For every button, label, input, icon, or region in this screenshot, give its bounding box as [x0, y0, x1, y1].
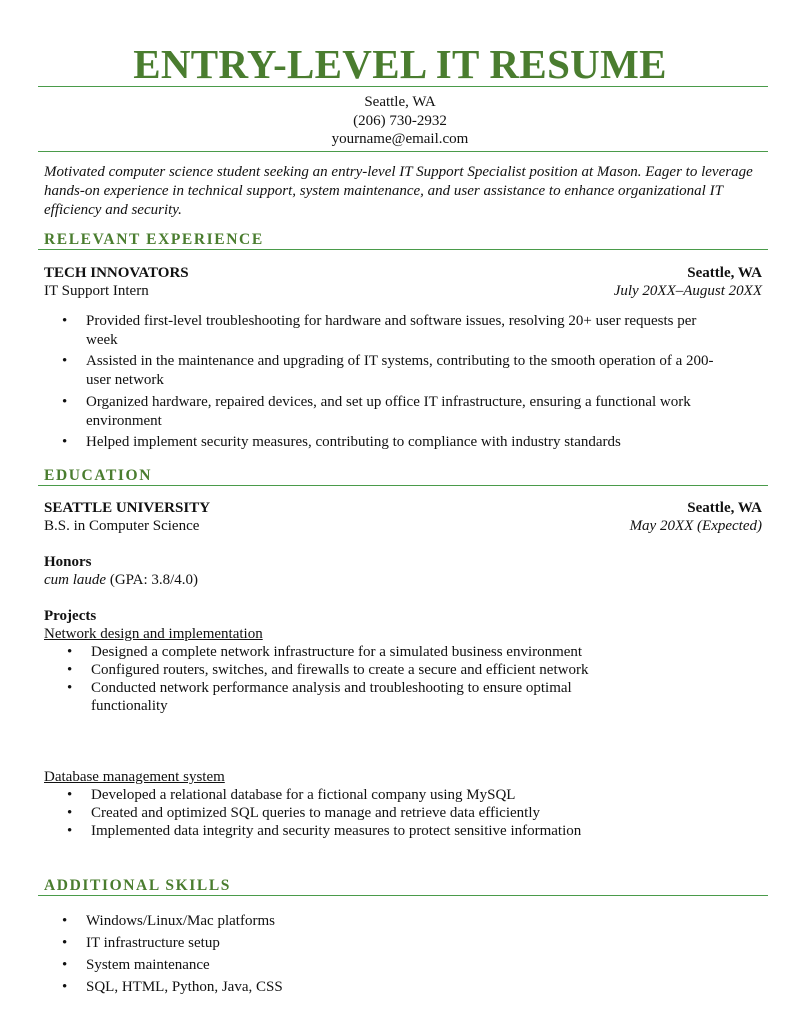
- list-item: • Created and optimized SQL queries to manage and retrieve data efficiently: [49, 804, 589, 822]
- project-bullets: [49, 643, 589, 715]
- list-item: • Developed a relational database for a fictional company using MySQL: [49, 786, 589, 804]
- honors-label: Honors: [44, 554, 92, 570]
- list-item: • Windows/Linux/Mac platforms: [44, 912, 644, 931]
- education-dates: May 20XX (Expected): [629, 518, 762, 534]
- experience-location: Seattle, WA: [687, 265, 762, 281]
- experience-company: TECH INNOVATORS: [44, 265, 189, 281]
- education-degree: B.S. in Computer Science: [44, 518, 200, 534]
- education-location: Seattle, WA: [687, 500, 762, 516]
- experience-rule: [38, 249, 768, 250]
- list-item: • IT infrastructure setup: [44, 934, 644, 953]
- skills-rule: [38, 895, 768, 896]
- header-rule-top: [38, 86, 768, 87]
- list-item: • Implemented data integrity and security measures to protect sensitive information: [49, 822, 589, 840]
- education-rule: [38, 485, 768, 486]
- projects-label: Projects: [44, 608, 97, 624]
- list-item: • Provided first-level troubleshooting for hardware and software issues, resolving 20+ user requests per week: [44, 312, 724, 350]
- experience-heading: RELEVANT EXPERIENCE: [44, 231, 264, 248]
- list-item: • Organized hardware, repaired devices, and set up office IT infrastructure, ensuring a functional work environment: [44, 393, 724, 431]
- list-item: • Configured routers, switches, and firewalls to create a secure and efficient network: [49, 661, 589, 679]
- list-item: • Helped implement security measures, contributing to compliance with industry standards: [44, 433, 724, 452]
- list-item: • System maintenance: [44, 956, 644, 975]
- education-heading: EDUCATION: [44, 467, 152, 484]
- experience-role: IT Support Intern: [44, 283, 149, 299]
- resume-title: ENTRY-LEVEL IT RESUME: [133, 41, 667, 87]
- experience-dates: July 20XX–August 20XX: [613, 283, 762, 299]
- project-bullets: [49, 786, 589, 840]
- summary-paragraph: Motivated computer science student seeking an entry-level IT Support Specialist position at Mason. Eager to leverage hands-on experience in technical support, system maintenance, and user assistance to enhance organizational IT efficiency and security.: [44, 164, 753, 218]
- contact-email: yourname@email.com: [331, 131, 469, 147]
- contact-phone: (206) 730-2932: [353, 112, 447, 129]
- list-item: • Assisted in the maintenance and upgrading of IT systems, contributing to the smooth operation of a 200-user network: [44, 352, 724, 390]
- header-rule-bottom: [38, 151, 768, 152]
- project-title: Database management system: [44, 769, 225, 785]
- list-item: • Designed a complete network infrastructure for a simulated business environment: [49, 643, 589, 661]
- contact-location: Seattle, WA: [364, 94, 436, 110]
- list-item: • SQL, HTML, Python, Java, CSS: [44, 978, 644, 997]
- project-title: Network design and implementation: [44, 626, 263, 642]
- skills-heading: ADDITIONAL SKILLS: [44, 877, 231, 894]
- education-school: SEATTLE UNIVERSITY: [44, 500, 211, 516]
- honors-latin: cum laude: [44, 572, 107, 588]
- honors-line: [44, 571, 198, 589]
- contact-block: [0, 93, 800, 149]
- honors-gpa: (GPA: 3.8/4.0): [106, 572, 199, 588]
- experience-bullets: [44, 312, 724, 454]
- list-item: • Conducted network performance analysis and troubleshooting to ensure optimal functionality: [49, 679, 589, 715]
- skills-bullets: [44, 912, 644, 1000]
